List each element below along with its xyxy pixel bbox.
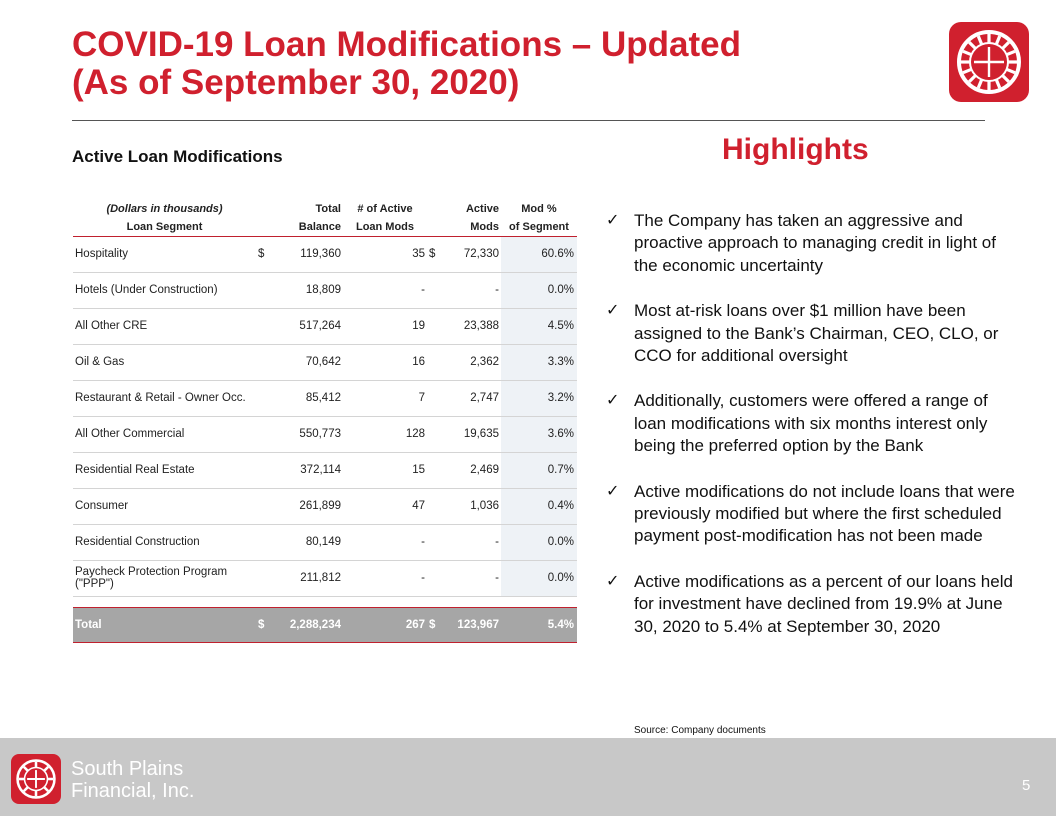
balance-cell <box>256 524 343 560</box>
highlight-bullet <box>606 210 1016 277</box>
highlights-title: Highlights <box>722 133 869 166</box>
balance-cell <box>256 380 343 416</box>
active-mods-value: 1,036 <box>470 500 499 512</box>
loan-mods-value: 7 <box>418 392 425 404</box>
company-name-line2: Financial, Inc. <box>71 780 195 802</box>
balance-cell <box>256 452 343 488</box>
header-loan-segment: Loan Segment <box>73 215 256 236</box>
currency-symbol: $ <box>429 248 436 260</box>
active-mods-cell <box>427 607 501 642</box>
active-mods-value: - <box>495 536 499 548</box>
loan-mods-cell <box>343 416 427 452</box>
page-number: 5 <box>1022 777 1031 794</box>
active-mods-cell <box>427 308 501 344</box>
slide-title <box>72 26 892 102</box>
segment-cell: Residential Construction <box>73 524 256 560</box>
active-mods-cell <box>427 344 501 380</box>
mod-pct-cell: 4.5% <box>501 308 577 344</box>
header-dollars-note: (Dollars in thousands) <box>106 203 223 215</box>
active-mods-cell <box>427 272 501 308</box>
active-mods-value: - <box>495 572 499 584</box>
mod-pct-cell: 5.4% <box>501 607 577 642</box>
checkmark-icon: ✓ <box>606 392 620 410</box>
balance-value: 70,642 <box>305 356 341 368</box>
mod-pct-cell: 3.3% <box>501 344 577 380</box>
company-name <box>71 758 194 802</box>
segment-cell: Residential Real Estate <box>73 452 256 488</box>
header-mods: Mods <box>427 215 501 236</box>
highlight-text: The Company has taken an aggressive and proactive approach to managing credit in light of the economic uncertainty <box>634 211 996 275</box>
mod-pct-cell: 0.0% <box>501 560 577 596</box>
loan-modifications-table <box>73 195 577 643</box>
loan-mods-cell <box>343 272 427 308</box>
balance-cell <box>256 272 343 308</box>
balance-cell <box>256 308 343 344</box>
loan-mods-value: 15 <box>412 464 425 476</box>
balance-cell <box>256 488 343 524</box>
wagon-wheel-logo-icon <box>11 754 61 804</box>
balance-cell <box>256 607 343 642</box>
mod-pct-cell: 0.0% <box>501 524 577 560</box>
balance-value: 517,264 <box>299 320 341 332</box>
checkmark-icon: ✓ <box>606 572 620 590</box>
highlight-text: Active modifications as a percent of our loans held for investment have declined from 19.9% at June 30, 2020 to 5.4% at September 30, 2020 <box>634 571 1013 636</box>
loan-mods-cell <box>343 380 427 416</box>
slide-title-line2: (As of September 30, 2020) <box>72 63 520 102</box>
balance-value: 211,812 <box>300 572 341 584</box>
mod-pct-cell: 0.4% <box>501 488 577 524</box>
balance-value: 119,360 <box>300 248 341 260</box>
loan-mods-value: 35 <box>412 248 425 260</box>
title-divider <box>72 120 985 121</box>
balance-value: 80,149 <box>305 536 341 548</box>
mod-pct-cell: 60.6% <box>501 236 577 272</box>
mod-pct-cell: 0.0% <box>501 272 577 308</box>
table-spacer-row <box>73 596 577 607</box>
spacer-cell <box>73 596 577 607</box>
active-mods-cell <box>427 452 501 488</box>
checkmark-icon: ✓ <box>606 302 620 320</box>
table-section-title: Active Loan Modifications <box>72 147 283 166</box>
highlight-text: Active modifications do not include loans that were previously modified but where the first scheduled payment post-modification has not been made <box>634 481 1015 546</box>
loan-mods-value: 47 <box>412 500 425 512</box>
loan-mods-value: - <box>421 536 425 548</box>
table-row <box>73 272 577 308</box>
segment-cell: Paycheck Protection Program ("PPP") <box>73 560 256 596</box>
active-mods-value: - <box>495 284 499 296</box>
mod-pct-cell: 3.6% <box>501 416 577 452</box>
currency-symbol: $ <box>429 618 436 631</box>
loan-mods-cell <box>343 524 427 560</box>
wagon-wheel-logo-icon <box>949 22 1029 102</box>
active-mods-value: 2,469 <box>470 464 499 476</box>
loan-mods-cell <box>343 308 427 344</box>
active-mods-cell <box>427 416 501 452</box>
loan-mods-cell <box>343 452 427 488</box>
balance-value: 372,114 <box>300 464 341 476</box>
loan-mods-value: 128 <box>405 428 425 440</box>
balance-cell <box>256 344 343 380</box>
segment-cell: Hospitality <box>73 236 256 272</box>
active-mods-value: 19,635 <box>463 428 499 440</box>
active-mods-value: 72,330 <box>463 248 499 260</box>
segment-cell: All Other CRE <box>73 308 256 344</box>
highlight-bullet <box>606 571 1016 638</box>
segment-cell: All Other Commercial <box>73 416 256 452</box>
active-mods-value: 2,362 <box>470 356 499 368</box>
active-mods-cell <box>427 560 501 596</box>
highlights-list <box>606 210 1016 661</box>
table-row <box>73 560 577 596</box>
balance-value: 2,288,234 <box>289 618 341 631</box>
loan-mods-value: 267 <box>405 618 425 631</box>
balance-value: 18,809 <box>305 284 341 296</box>
header-mod-pct: Mod % <box>521 203 557 215</box>
balance-cell <box>256 236 343 272</box>
active-mods-cell <box>427 524 501 560</box>
loan-mods-value: 19 <box>412 320 425 332</box>
checkmark-icon: ✓ <box>606 482 620 500</box>
loan-mods-cell <box>343 488 427 524</box>
balance-value: 550,773 <box>299 428 341 440</box>
segment-cell: Oil & Gas <box>73 344 256 380</box>
segment-cell: Hotels (Under Construction) <box>73 272 256 308</box>
highlight-bullet <box>606 390 1016 457</box>
checkmark-icon: ✓ <box>606 212 620 229</box>
loan-mods-cell <box>343 236 427 272</box>
table-row <box>73 344 577 380</box>
segment-cell: Consumer <box>73 488 256 524</box>
active-mods-cell <box>427 488 501 524</box>
table-row <box>73 416 577 452</box>
mod-pct-cell: 0.7% <box>501 452 577 488</box>
currency-symbol: $ <box>258 248 265 260</box>
loan-mods-cell <box>343 344 427 380</box>
header-of-segment: of Segment <box>501 215 577 236</box>
header-num-active: # of Active <box>357 203 413 215</box>
header-balance: Balance <box>256 215 343 236</box>
segment-cell: Restaurant & Retail - Owner Occ. <box>73 380 256 416</box>
table-header-row <box>73 195 577 215</box>
loan-mods-value: 16 <box>412 356 425 368</box>
table-row <box>73 380 577 416</box>
header-active: Active <box>465 203 499 215</box>
company-name-line1: South Plains <box>71 758 184 780</box>
active-mods-cell <box>427 380 501 416</box>
loan-mods-value: - <box>421 284 425 296</box>
balance-value: 261,899 <box>299 500 341 512</box>
balance-cell <box>256 416 343 452</box>
loan-mods-cell <box>343 560 427 596</box>
table-row <box>73 236 577 272</box>
table-header-row <box>73 215 577 236</box>
highlight-bullet <box>606 300 1016 367</box>
highlight-bullet <box>606 481 1016 548</box>
active-mods-value: 2,747 <box>470 392 499 404</box>
header-loan-mods: Loan Mods <box>343 215 427 236</box>
currency-symbol: $ <box>258 618 265 631</box>
loan-mods-cell <box>343 607 427 642</box>
balance-cell <box>256 560 343 596</box>
active-mods-value: 123,967 <box>457 618 499 631</box>
footer-bar <box>0 738 1056 816</box>
mod-pct-cell: 3.2% <box>501 380 577 416</box>
table-total-row <box>73 607 577 642</box>
highlight-text: Additionally, customers were offered a range of loan modifications with six months interest only being the preferred option by the Bank <box>634 391 988 456</box>
active-mods-cell <box>427 236 501 272</box>
table-row <box>73 452 577 488</box>
source-note: Source: Company documents <box>634 725 766 736</box>
table-row <box>73 524 577 560</box>
segment-cell: Total <box>73 607 256 642</box>
header-total: Total <box>315 203 341 215</box>
table-row <box>73 488 577 524</box>
table-row <box>73 308 577 344</box>
highlight-text: Most at-risk loans over $1 million have been assigned to the Bank’s Chairman, CEO, CLO, or CCO for additional oversight <box>634 301 999 366</box>
loan-mods-value: - <box>421 572 425 584</box>
balance-value: 85,412 <box>305 392 341 404</box>
slide-title-line1: COVID-19 Loan Modifications – Updated <box>72 25 741 64</box>
active-mods-value: 23,388 <box>463 320 499 332</box>
